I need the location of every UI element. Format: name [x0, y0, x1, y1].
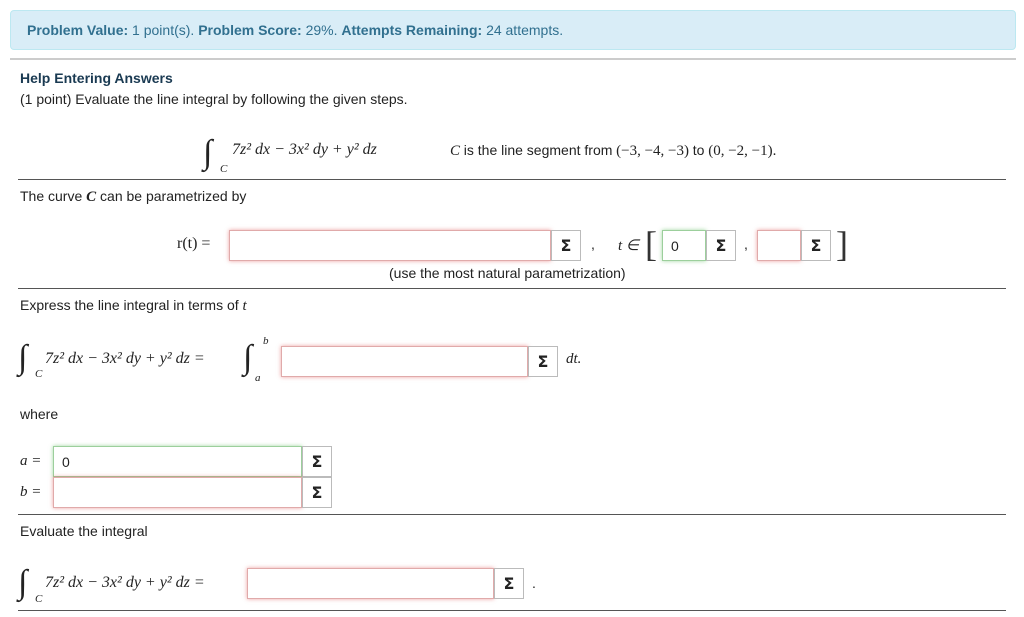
a-input[interactable] — [53, 446, 302, 477]
from-point: (−3, −4, −3) — [616, 143, 690, 159]
step3-lhs: 7z² dx − 3x² dy + y² dz = — [45, 574, 205, 591]
right-bracket: ] — [836, 224, 848, 264]
to-point: (0, −2, −1). — [708, 143, 777, 159]
r-of-t-equation-editor-button[interactable]: Σ — [551, 230, 581, 261]
problem-score-label: Problem Score: — [198, 22, 302, 38]
b-input[interactable] — [53, 477, 302, 508]
lower-limit: a — [255, 372, 261, 384]
integrand-equation-editor-button[interactable]: Σ — [528, 346, 558, 377]
divider — [18, 288, 1006, 289]
problem-value-label: Problem Value: — [27, 22, 129, 38]
r-of-t-input[interactable] — [229, 230, 551, 261]
a-label: a = — [20, 453, 42, 469]
divider — [18, 610, 1006, 611]
integral-sign: ∫ — [18, 564, 28, 601]
parametrization-hint: (use the most natural parametrization) — [389, 265, 626, 281]
b-label: b = — [20, 484, 42, 500]
integral-value-input[interactable] — [247, 568, 494, 599]
left-bracket: [ — [645, 224, 657, 264]
step3-intro: Evaluate the integral — [20, 523, 148, 539]
b-equation-editor-button[interactable]: Σ — [302, 477, 332, 508]
t-start-equation-editor-button[interactable]: Σ — [706, 230, 736, 261]
dt-label: dt. — [566, 351, 582, 367]
problem-intro: (1 point) Evaluate the line integral by following the given steps. — [20, 91, 408, 107]
attempts-remaining: 24 attempts. — [486, 22, 564, 38]
problem-integrand: 7z² dx − 3x² dy + y² dz — [232, 141, 377, 158]
comma: , — [744, 236, 748, 252]
step1-intro: The curve C can be parametrized by — [20, 188, 247, 205]
t-end-equation-editor-button[interactable]: Σ — [801, 230, 831, 261]
divider — [18, 179, 1006, 180]
step2-lhs: 7z² dx − 3x² dy + y² dz = — [45, 350, 205, 367]
divider — [10, 58, 1016, 60]
comma: , — [591, 236, 595, 252]
divider — [18, 514, 1006, 515]
problem-status-bar — [10, 10, 1016, 50]
a-equation-editor-button[interactable]: Σ — [302, 446, 332, 477]
t-start-input[interactable] — [662, 230, 706, 261]
step2-intro: Express the line integral in terms of t — [20, 297, 247, 314]
integral-value-equation-editor-button[interactable]: Σ — [494, 568, 524, 599]
where-label: where — [20, 406, 59, 422]
help-entering-answers-link[interactable]: Help Entering Answers — [20, 70, 173, 86]
r-of-t-label: r(t) = — [177, 235, 211, 252]
problem-value: 1 point(s). — [132, 22, 195, 38]
integral-subscript: C — [35, 368, 43, 380]
upper-limit: b — [263, 335, 269, 347]
integrand-in-t-input[interactable] — [281, 346, 528, 377]
integral-subscript: C — [35, 593, 43, 605]
integral-subscript: C — [220, 163, 228, 175]
integral-sign: ∫ — [243, 339, 253, 376]
curve-description: C is the line segment from (−3, −4, −3) to (0, −2, −1). — [450, 142, 777, 159]
attempts-remaining-label: Attempts Remaining: — [341, 22, 483, 38]
integral-sign: ∫ — [203, 134, 213, 171]
t-in-label: t ∈ — [618, 238, 639, 254]
integral-sign: ∫ — [18, 339, 28, 376]
period: . — [532, 575, 536, 591]
t-end-input[interactable] — [757, 230, 801, 261]
problem-score: 29%. — [305, 22, 338, 38]
